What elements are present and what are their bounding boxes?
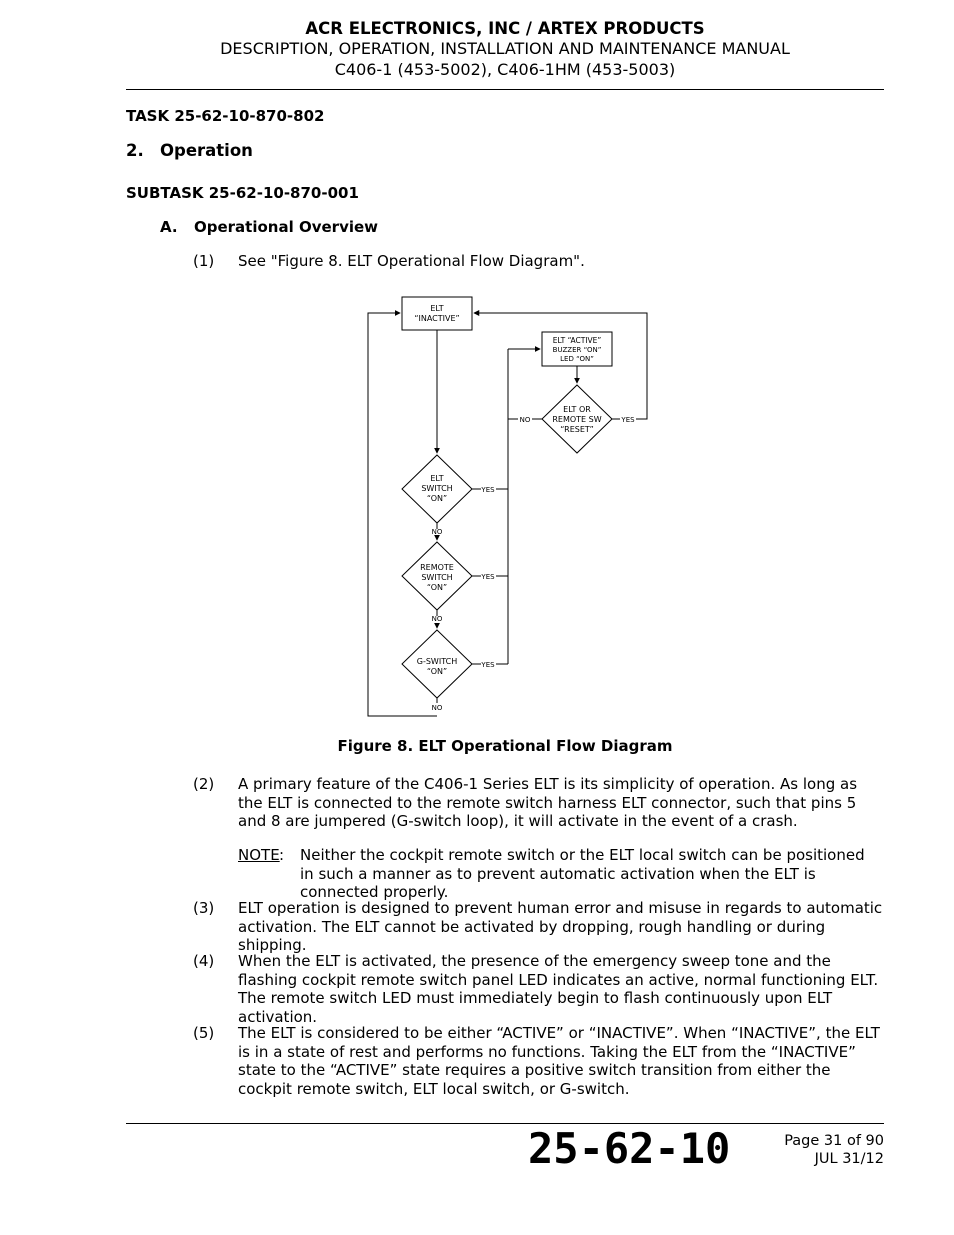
note-text: Neither the cockpit remote switch or the ELT local switch can be positioned in such a manner as to prevent automatic activation when the ELT is connected properly. xyxy=(300,846,865,902)
elt-switch-label-2: SWITCH xyxy=(421,484,453,493)
header-rule xyxy=(126,89,884,90)
active-label-3: LED “ON” xyxy=(560,355,594,363)
yes-label: YES xyxy=(481,486,495,494)
item-number: (3) xyxy=(193,899,215,917)
reset-label-3: “RESET” xyxy=(560,425,594,434)
item-text: The ELT is considered to be either “ACTIVE” or “INACTIVE”. When “INACTIVE”, the ELT is in a state of rest and performs no functions. Taking the ELT from the “INACTIVE” state to the “ACTIVE” state requires a positive switch transition from either the cockpit remote switch, ELT local switch, or G-switch. xyxy=(238,1024,880,1099)
figure-caption: Figure 8. ELT Operational Flow Diagram xyxy=(337,737,673,755)
no-label: NO xyxy=(431,704,443,712)
section-title: Operation xyxy=(160,141,253,160)
footer-page-number: Page 31 of 90 xyxy=(784,1133,884,1149)
reset-label-2: REMOTE SW xyxy=(552,415,602,424)
note-block xyxy=(238,846,883,902)
remote-switch-label-3: “ON” xyxy=(426,583,448,592)
gswitch-label-1: G-SWITCH xyxy=(416,657,458,666)
item-number: (1) xyxy=(193,252,215,270)
footer-page-info xyxy=(784,1132,884,1168)
footer-date: JUL 31/12 xyxy=(814,1151,884,1167)
subtask-heading: SUBTASK 25-62-10-870-001 xyxy=(126,184,359,202)
note-colon: : xyxy=(279,846,285,864)
active-label-2: BUZZER “ON” xyxy=(552,346,602,354)
item-number: (5) xyxy=(193,1024,215,1042)
remote-switch-label-1: REMOTE xyxy=(420,563,454,572)
elt-flow-diagram xyxy=(350,285,670,725)
elt-switch-label-1: ELT xyxy=(430,474,444,483)
remote-switch-label-2: SWITCH xyxy=(421,573,453,582)
subsection-heading xyxy=(160,218,378,236)
yes-label: YES xyxy=(481,661,495,669)
reset-label-1: ELT OR xyxy=(563,405,591,414)
task-heading: TASK 25-62-10-870-802 xyxy=(126,107,325,125)
elt-switch-label-3: “ON” xyxy=(426,494,448,503)
header-company: ACR ELECTRONICS, INC / ARTEX PRODUCTS xyxy=(305,19,705,38)
item-text: When the ELT is activated, the presence of the emergency sweep tone and the flashing cockpit remote switch panel LED indicates an active, normal functioning ELT. The remote switch LED must immediately begin to flash continuously upon ELT activation. xyxy=(238,952,879,1027)
header-models: C406-1 (453-5002), C406-1HM (453-5003) xyxy=(334,60,676,79)
footer-chapter-code: 25-62-10 xyxy=(528,1124,731,1173)
note-label: NOTE xyxy=(238,846,280,864)
section-number: 2. xyxy=(126,141,144,160)
no-label: NO xyxy=(431,528,443,536)
header-manual-title: DESCRIPTION, OPERATION, INSTALLATION AND MAINTENANCE MANUAL xyxy=(220,39,790,58)
no-label: NO xyxy=(431,615,443,623)
item-text: See "Figure 8. ELT Operational Flow Diagram". xyxy=(238,252,585,270)
gswitch-label-2: “ON” xyxy=(426,667,448,676)
yes-label: YES xyxy=(481,573,495,581)
yes-label: YES xyxy=(621,416,635,424)
item-number: (2) xyxy=(193,775,215,793)
item-number: (4) xyxy=(193,952,215,970)
item-text: ELT operation is designed to prevent human error and misuse in regards to automatic activation. The ELT cannot be activated by dropping, rough handling or during shipping. xyxy=(238,899,883,955)
footer-rule xyxy=(126,1123,884,1124)
active-label-1: ELT “ACTIVE” xyxy=(552,336,602,345)
list-item xyxy=(193,775,883,835)
inactive-label-2: “INACTIVE” xyxy=(414,314,460,323)
no-label: NO xyxy=(519,416,531,424)
inactive-label-1: ELT xyxy=(430,304,444,313)
item-text: A primary feature of the C406-1 Series ELT is its simplicity of operation. As long as the ELT is connected to the remote switch harness ELT connector, such that pins 5 and 8 are jumpered (G-switch loop), it will activate in the event of a crash. xyxy=(238,775,858,831)
subsection-title: Operational Overview xyxy=(194,218,379,236)
section-heading xyxy=(126,141,253,160)
subsection-letter: A. xyxy=(160,218,178,236)
